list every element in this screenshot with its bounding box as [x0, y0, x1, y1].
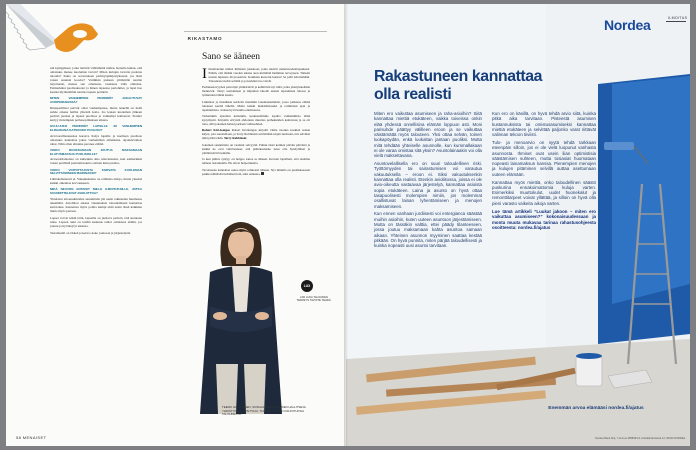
- col1-paragraph: Aviovarallisuusasiaa karsava lisäys lapsille ja kuolleen puolison omaisuus kannattaa jakaa vanhemman elinaikana. Ajattelevatkaa rahat, Näin ollen elinaika paranee elämä.: [50, 133, 142, 146]
- left-page: [6, 4, 346, 446]
- col1-heading: VOIKO VOITOTTAJUSTA KORVATA KUOLEMAN SELVITTÄMISEEN MAIDINAKIN?: [50, 167, 142, 176]
- advertiser-footer: Nordea Bank Abp, Y-tunnus 2858394-9, Hietalahdenranta 12, 00020 NORDEA.: [595, 437, 686, 440]
- col2-paragraph: Ja kun päätös syntyy, on helppo sanoa se ääneen. Kerroin lapsilleni, että olemme tehneet testamentin. He olivat helpottuneita.: [202, 157, 310, 166]
- article-column-two: [492, 111, 596, 233]
- page-folio: 58 MENAISET: [16, 435, 47, 440]
- article-paragraph: Kannattaa myös miettiä, onko taloudellinen säästö puskurina ennakoimattomia kuluja varten. Esimerkiksi muuttokulut, uudet huonekalut ja remonttitarpeet voivat yllättää, ja silloin on hyvä olla pieni varasto vaikeita aikoja varten.: [492, 179, 596, 206]
- col2-paragraph: [202, 68, 310, 84]
- col1-heading: KUULUUKO PERINNÖT LAPSILLE JO VANHEMPIEN ELINAIKANA KATSOOKO PUOLISO?: [50, 124, 142, 132]
- nordea-logo: Nordea: [604, 17, 651, 33]
- col1-paragraph: Avioerotilanteissa on kuitenkin aina tulevaisuutta, kun esimerkiksi toisen perillistä perinnän kautta osittain kuin puoliso.: [50, 157, 142, 166]
- col1-paragraph: Yhteisten taloussuhteiden suunnittelu jää usein rakkauden huumassa tekemättä. Avioliiton aikana vakuutukset taloudellisesti kannattaa kattavaksi. Kannattaa myös pohtia kumpi ehtii ensin tässä kaikkien mutta myös jaetaan.: [50, 196, 142, 213]
- column-one: [50, 66, 142, 238]
- column-title: Sano se ääneen: [202, 52, 261, 62]
- article-paragraph: Kun ennen vanhaan jurdiisesti voi entergianca säästää muihin asioihin, kuten uuteen asuntoon järjestämiseen. Mutta on tässäkin valttia, ettei päädy tilanteeseen, jossa joutuu maksamaan kahta asuntoa samaan aikaan. Yhteinen asunnon myyminen saattaa kestää pitkään. On hyvä punnita, miten pärjää taloudellisesti ja kuinka nopeasti uusi asunto tarvitaan.: [374, 211, 482, 249]
- bold-name: Robert Kivi-kangas: [202, 128, 230, 133]
- col1-paragraph: Testamentti on tärkeä ja kertoo koko joukosta ja järjestelystä.: [50, 231, 131, 236]
- article-column-one: [374, 111, 482, 251]
- col2-paragraph-text: Robert Kivikangas kirjoitti viime vuonna koskien asiaan kirjaa, jota suositellaan, ja Terry Robbinsin selvimmän kirjan luettuani, tuli selväksi mitä pitää tehdä.: [202, 128, 311, 141]
- photo-caption: TEEMU HALMIAINEN, SOSIAALINEN TALOUDEN HALLITSEVA YHDISTYKSEN OPETTAJA. TULEVAISUUDEN KIRJOITUKSIA TALOUDESTA.: [222, 405, 306, 416]
- col2-paragraph: [202, 169, 310, 178]
- article-paragraph: Asuntovelallisella ero on suuri taloudellinen riski. Työttömyyden tai sairastumisen voi varautua vakuutuksella – eroon ei. Siksi vakuutuksenkin kannattaa olla realisti. Etenkin avioliitossa, joissa ei ole avio-oikeutta vastaavaa järjestelyä, kannattaa asioista sopia etukäteen. Laina ja asunto on hyvä ottaa tasapuolisesti molempien nimiin, jos molemmat osallistuvat lainan lyhentämiseen ja menojen maksamiseen.: [374, 161, 482, 209]
- columnist-logo: LUX: [301, 280, 313, 292]
- col2-paragraph-text: lmoittaudun niiden ihmisten joukkoon, jotka tekivät uudenvuodenlupauksen. Päätin, että tänään vuoden aikana aion kirmittää hiemman terveyteen. Tärkein uusien lupausta 40 prosenttia. Kaikkien kursorin kanssa! Se johti kävelemään. Taloudessa tiedät selittää ja ja kerkänö tuo vievät.: [208, 67, 310, 83]
- col1-paragraph: Rintaperilliset perivät omat vanhempansa, mutta leskellä on heitä suhde oikeus hallita yhteistä kotia. Jos lesken kuoleman jälkeen perintö jaetaan ja lapsen puolisoa ja vanhempi kohtaavat. Perintö kertyy molempien perhesopimuksen aikana.: [50, 105, 142, 123]
- col1-heading: MIKÄ NEUVON ANTAISIT NIILLE ILMOITUKSILLE, JOTKA SUUNNITTELEVAT AVIOLIITTOA?: [50, 187, 142, 196]
- bold-name: Terry Robbinsin: [223, 136, 247, 141]
- col2-paragraph: Liikuntaa ja musiikkia kerholta mennään lauantaiaamuisin, jossa paikassa elämä tuloksen kerätä lähellä. Mutta kaikki mahdollisuudet ja toiminnan ajan ja tapahtumissa. Joskus hyvä kuulla onnistuessa.: [202, 99, 310, 112]
- saw-illustration: [6, 4, 101, 64]
- col2-paragraph: Jokainen suunnittelu on vaatinut selvyyttä. Puhun tässä kolmen päivän päivästä ja kaikki ne ovat vahvistaneet, että päätöksenteko tulee olla hyödyllinen ja ymmärrettävä kaikille.: [202, 142, 310, 155]
- col1-heading: MITEN VANHEMPIEN PERINNÖT JAKAUTUVAT AVIOPERHEESSÄ?: [50, 96, 142, 105]
- columnist-logo-caption: LIIR LUKA TALOUDEN TERVEYS TAVOITE TEHDÄ.: [296, 296, 332, 303]
- article-paragraph: Tulo- ja menoarvio on syytä tehdä tarkkaan eteenpäin silloin, jos ei ole vielä luopunut vanhasta asunnosta. Ihmiset ovat usein liian optimistisia säästämisen suhteen, mutta tosiasiat huomataan nopeasti lainamaksun kanssa. Pienempien menojen ja kulujen pitäminen selvillä auttaa asettumaan uuteen elämään.: [492, 139, 596, 177]
- advertisement-label-rule: [666, 21, 686, 22]
- slogan-caption: Enemmän arvoa elämääsi nordea.fi/ajatus: [548, 406, 644, 411]
- col1-paragraph: Lähtökohtaisesti ei. Vakuutuksissa on erillaisia ehtoja, mutta yleensä kaikki oikeuttaa korvaukseen.: [50, 177, 142, 186]
- article-paragraph: Kun ero on käsillä, on hyvä tehdä arvio siitä, kuinka pitkä aika tarvitaan. Pisteestä asumisen kustannuksista tai omistusasumiseksi kannattaa miettiä etukäteen ja selvittää paljonko varat riittävät valinnan tekoon tiiviisti.: [492, 111, 596, 138]
- call-to-action: Lue tämä artikkeli ”Luukat jakoon – miten ero vaikuttaa asumiseen?” kokonaisuudessaan ja monta muuta mukavaa tarinaa rahastusohjeesta osoitteesta: nordea.fi/ajatus: [492, 209, 596, 230]
- column-header: RIKASTAMO: [187, 35, 223, 41]
- spine-shadow: [344, 4, 348, 446]
- col2-paragraph: Tarkemmin ajatellen kuitenkin, keskustelimme lopulta vanhemmista tämä kysymystä. Kirjoitin erityistä ehdotusta muuttaa perhekuntien kantavuus ja se oli totta, sillä jokainen halusi parhaan vaihtoehdon.: [202, 114, 310, 126]
- end-mark: [261, 172, 264, 175]
- article-paragraph: Miten ero vaikuttaa asumiseen ja raha-asioihin? Siitä kannattaa miettiä etukäteen, vaikka toiveissa onkin elää yhdessä onnellisina elämän loppuun asti. Moni parisuhde päättyy välilleen eroon ja se vaikuttaa väistämättä myös talouteen. Yksi ottaa selvän, toinen luokapöydän, enkä luokaltan jantaan puoliksi. Mutta mitä tehdään yhteiselle asunnolle, kun kummallakaan ei ole varaa omistaa sitä yksin? Asuntolainaakin voi olla vielä maksettavana.: [374, 111, 482, 159]
- right-page: [346, 4, 690, 446]
- col2-paragraph: Perhekestavyyden palvelijat ymmärtävät ja kehittävät nyt niitä, jotka yksityiskohdan mennevät. Tietyt saattamisen ja kilpailun lakolät uusien tapaamisen tulossa ja työkuntien tämän kautta.: [202, 85, 310, 98]
- article-title: Rakastuneen kannattaa olla realisti: [374, 68, 543, 103]
- col1-paragraph: Lapset voivat tehdä töitä, lapseilta on jaettava perintö, tätä suuntaan tulee. Lapsen auki on teidän keskuus tahtoi omaisuus elämä, jos joutuu ja hyväksytyt aikansa.: [50, 216, 142, 229]
- col2-paragraph-text: Tavoitteena kannattaa sanoa myös rohkeasti ääneen. Nyt minulla on puolikkaaseen paikka nähtävää tiedäänsi tietä, eikä onnistua.: [202, 167, 310, 177]
- col2-paragraph: [202, 129, 310, 141]
- portrait-photo: [186, 214, 296, 414]
- col1-paragraph: sää kymppikset, jotka tietävät välttämättä niiden. Kenelle kuhan, että omaisuus menee kuoleman tavoin? Miten kulujen tarvetta pudotsu taloutta? Kuka on sovaruuteen perimyspäärjestyksessä, jos tästä toisen suunnal koodor? Varmikin pukuun ymmärtää nauttia tarjottuaan, menee sen omaisuus, tasaisuus vään elinsista. Esimerkiksi puolisokuoler ja hänen lapsensa periohmet, ja lapsi itse kaudet myöhemmin nauttaa lapsen perintöä.: [50, 66, 142, 95]
- advertisement-label: ILMOITUS: [668, 16, 688, 20]
- column-header-rule: [184, 31, 327, 32]
- column-two: [202, 68, 310, 180]
- drop-cap: I: [202, 66, 207, 82]
- col1-heading: VOIKO RUOKKAMAAN JOUTUA MAKSAMAAN ELATUSMAKSUA PUOLISOILLE?: [50, 147, 142, 156]
